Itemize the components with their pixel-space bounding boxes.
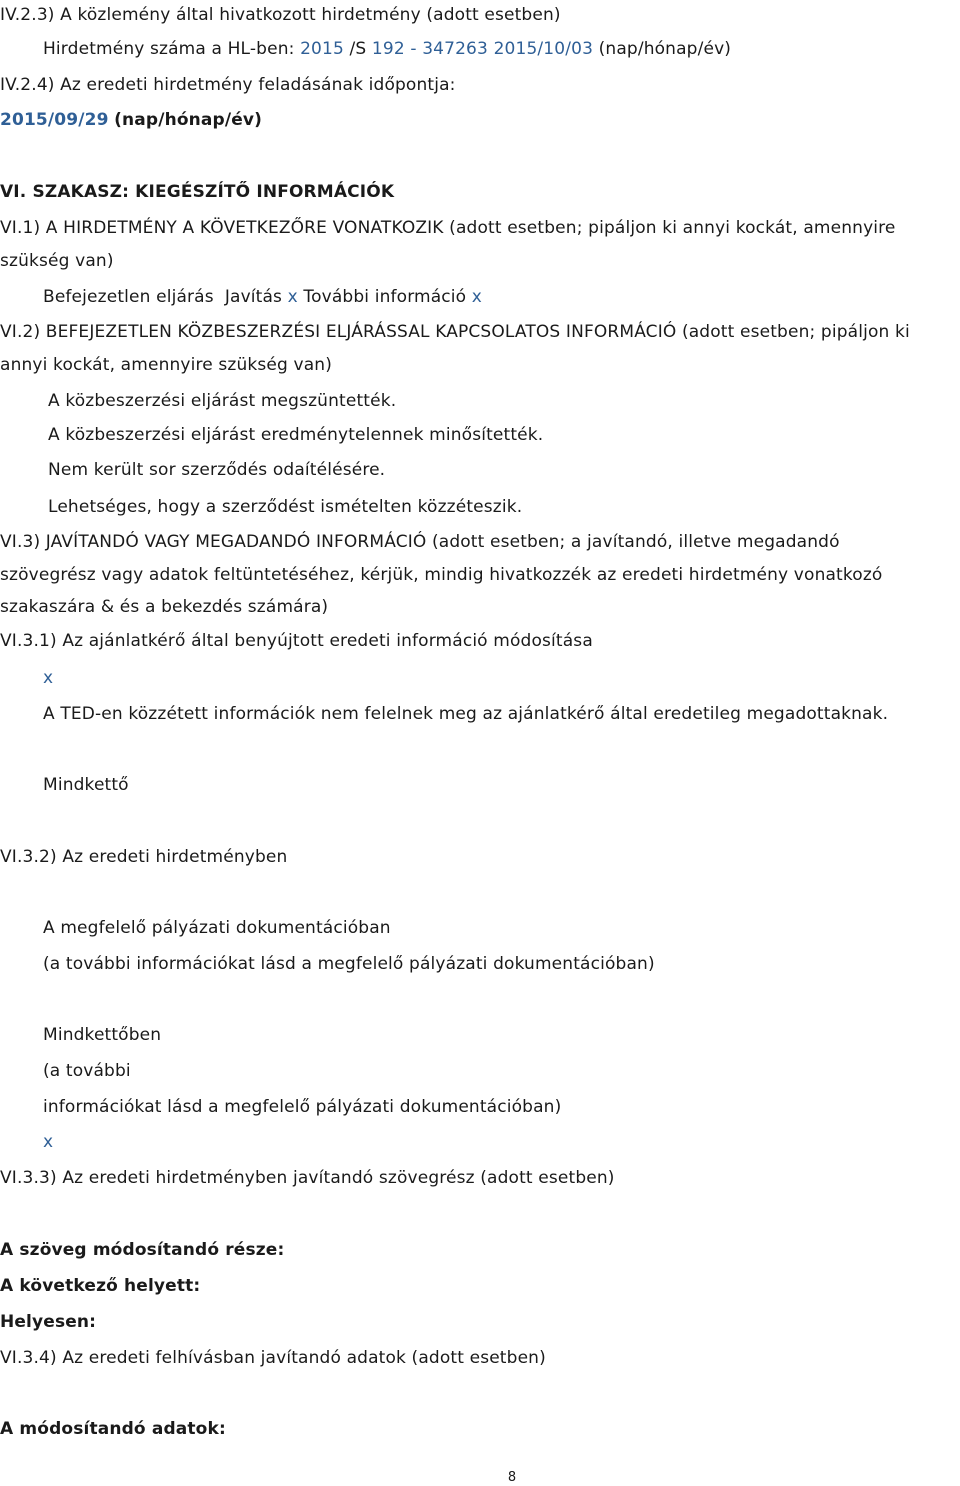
vi31-option-ted: A TED-en közzétett információk nem felelnek meg az ajánlatkérő által eredetileg megadottaknak. [43, 704, 889, 724]
vi32-option-mindkettoben: Mindkettőben [43, 1025, 162, 1045]
vi1-heading-line1: VI.1) A HIRDETMÉNY A KÖVETKEZŐRE VONATKOZIK (adott esetben; pipáljon ki annyi kockát, amennyire [0, 218, 896, 238]
hl-reference-line [43, 38, 731, 60]
option-befejezetlen-eljaras: Befejezetlen eljárás [43, 287, 214, 307]
vi3-heading-line1: VI.3) JAVÍTANDÓ VAGY MEGADANDÓ INFORMÁCIÓ (adott esetben; a javítandó, illetve megadandó [0, 532, 840, 552]
hl-reference-label: Hirdetmény száma a HL-ben: [43, 39, 295, 59]
vi2-heading-line1: VI.2) BEFEJEZETLEN KÖZBESZERZÉSI ELJÁRÁSSAL KAPCSOLATOS INFORMÁCIÓ (adott esetben; pipáljon ki [0, 322, 910, 342]
vi1-options [43, 286, 482, 308]
vi2-option-nem-kerult-sor: Nem került sor szerződés odaítélésére. [48, 460, 386, 480]
vi2-option-ismetelten: Lehetséges, hogy a szerződést ismételten közzéteszik. [48, 497, 523, 517]
vi31-heading: VI.3.1) Az ajánlatkérő által benyújtott eredeti információ módosítása [0, 631, 593, 651]
vi3-heading-line2: szövegrész vagy adatok feltüntetéséhez, kérjük, mindig hivatkozzék az eredeti hirdetmény vonatkozó [0, 565, 883, 585]
vi3-heading-line3: szakaszára & és a bekezdés számára) [0, 597, 329, 617]
vi31-option-mindketto: Mindkettő [43, 775, 129, 795]
vi2-heading-line2: annyi kockát, amennyire szükség van) [0, 355, 333, 375]
tovabbi-informacio-check-mark: x [471, 287, 483, 307]
vi2-option-eredmenytelen: A közbeszerzési eljárást eredménytelennek minősítették. [48, 425, 544, 445]
hl-reference-number: 192 - 347263 [371, 39, 488, 59]
modified-part-label: A szöveg módosítandó része: [0, 1240, 285, 1260]
vi1-heading-line2: szükség van) [0, 251, 114, 271]
page-number: 8 [507, 1470, 517, 1485]
hl-reference-format: (nap/hónap/év) [598, 39, 732, 59]
iv23-heading: IV.2.3) A közlemény által hivatkozott hirdetmény (adott esetben) [0, 5, 561, 25]
vi32-option-dokumentacio: A megfelelő pályázati dokumentációban [43, 918, 391, 938]
vi32-check-mark: x [43, 1132, 54, 1152]
vi31-check-mark: x [43, 668, 54, 688]
vi32-option-mindkettoben-note2: információkat lásd a megfelelő pályázati dokumentációban) [43, 1097, 562, 1117]
vi32-heading: VI.3.2) Az eredeti hirdetményben [0, 847, 288, 867]
data-to-modify-label: A módosítandó adatok: [0, 1419, 226, 1439]
hl-reference-date: 2015/10/03 [493, 39, 594, 59]
vi32-option-mindkettoben-note1: (a további [43, 1061, 131, 1081]
hl-reference-year: 2015 [300, 39, 344, 59]
vi33-heading: VI.3.3) Az eredeti hirdetményben javítandó szövegrész (adott esetben) [0, 1168, 615, 1188]
option-javitas: Javítás [224, 287, 283, 307]
vi34-heading: VI.3.4) Az eredeti felhívásban javítandó adatok (adott esetben) [0, 1348, 546, 1368]
vi2-option-megszuntettek: A közbeszerzési eljárást megszüntették. [48, 391, 397, 411]
vi32-option-dokumentacio-note: (a további információkat lásd a megfelelő pályázati dokumentációban) [43, 954, 655, 974]
correct-label: Helyesen: [0, 1312, 97, 1332]
section-vi-title: VI. SZAKASZ: KIEGÉSZÍTŐ INFORMÁCIÓK [0, 182, 395, 202]
original-submission-date-format: (nap/hónap/év) [114, 110, 263, 130]
iv24-heading: IV.2.4) Az eredeti hirdetmény feladásának időpontja: [0, 75, 456, 95]
original-submission-date-line [0, 109, 262, 131]
javitas-check-mark: x [287, 287, 298, 307]
instead-of-label: A következő helyett: [0, 1276, 201, 1296]
hl-reference-sep: /S [349, 39, 367, 59]
original-submission-date: 2015/09/29 [0, 110, 109, 130]
option-tovabbi-informacio: További információ [303, 287, 467, 307]
